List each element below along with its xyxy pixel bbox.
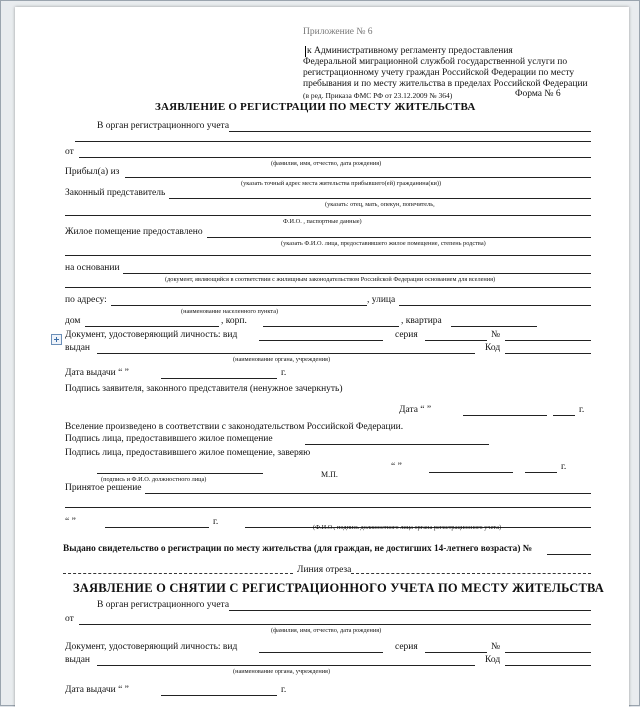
- hint-basis: (документ, являющийся в соответствии с жилищным законодательством Российской Федерации основанием для вселения): [165, 276, 496, 283]
- number-field[interactable]: [505, 340, 591, 341]
- cert-year-field[interactable]: [525, 472, 557, 473]
- hint-official2: (Ф.И.О., подпись должностного лица органа регистрационного учета): [313, 524, 502, 531]
- from-label: от: [65, 147, 74, 157]
- cert-date-field[interactable]: [429, 472, 513, 473]
- certificate-text: Выдано свидетельство о регистрации по месту жительства (для граждан, не достигших 14-летнего возраста) №: [63, 544, 533, 554]
- regulation-line-1: к Административному регламенту предоставления: [307, 46, 513, 56]
- hint-housing: (указать Ф.И.О. лица, предоставившего жилое помещение, степень родства): [281, 240, 486, 247]
- text-cursor: [305, 46, 306, 57]
- code-label: Код: [485, 343, 501, 353]
- s2-from-label: от: [65, 614, 74, 624]
- address-label: по адресу:: [65, 295, 107, 305]
- house-field[interactable]: [85, 326, 219, 327]
- s2-code-field[interactable]: [505, 665, 591, 666]
- street-label: , улица: [367, 295, 396, 305]
- date-year-field[interactable]: [553, 415, 575, 416]
- issue-date-field[interactable]: [161, 378, 277, 379]
- number-label: №: [491, 330, 501, 340]
- flat-field[interactable]: [451, 326, 537, 327]
- decision-label: Принятое решение: [65, 483, 142, 493]
- date-field[interactable]: [463, 415, 547, 416]
- signature-label: Подпись заявителя, законного представителя (ненужное зачеркнуть): [65, 384, 343, 394]
- s2-id-doc-label: Документ, удостоверяющий личность: вид: [65, 642, 238, 652]
- basis-field[interactable]: [123, 273, 591, 274]
- s2-code-label: Код: [485, 655, 501, 665]
- hint-rep-fio: Ф.И.О. , паспортные данные): [283, 218, 362, 225]
- legal-rep-field[interactable]: [169, 198, 591, 199]
- form-number: Форма № 6: [515, 89, 561, 99]
- cut-line-right: [351, 573, 591, 574]
- building-field[interactable]: [263, 326, 399, 327]
- section2-title: ЗАЯВЛЕНИЕ О СНЯТИИ С РЕГИСТРАЦИОННОГО УЧЕТА ПО МЕСТУ ЖИТЕЛЬСТВА: [73, 581, 604, 595]
- decision-year-label: г.: [213, 517, 219, 527]
- sig-provider-label: Подпись лица, предоставившего жилое помещение: [65, 434, 273, 444]
- hint-rep: (указать: отец, мать, опекун, попечитель,: [325, 201, 435, 208]
- basis-field-2[interactable]: [65, 287, 591, 288]
- s2-issue-date-label: Дата выдачи “ ”: [65, 685, 129, 695]
- stamp-label: М.П.: [321, 470, 338, 479]
- appendix-label: Приложение № 6: [303, 27, 373, 37]
- to-authority-field[interactable]: [229, 131, 591, 132]
- sig-provider-cert-label: Подпись лица, предоставившего жилое помещение, заверяю: [65, 448, 311, 458]
- issued-label: выдан: [65, 343, 91, 353]
- street-field[interactable]: [399, 305, 591, 306]
- issue-date-label: Дата выдачи “ ”: [65, 368, 129, 378]
- certificate-number-field[interactable]: [547, 554, 591, 555]
- date-year-label: г.: [579, 405, 585, 415]
- sig-provider-field[interactable]: [305, 444, 489, 445]
- housing-field[interactable]: [207, 237, 591, 238]
- document-page: [15, 7, 629, 707]
- s2-issue-date-field[interactable]: [161, 695, 277, 696]
- s2-to-authority-label: В орган регистрационного учета: [97, 600, 230, 610]
- s2-series-field[interactable]: [425, 652, 487, 653]
- hint-org: (наименование органа, учреждения): [233, 356, 331, 363]
- to-authority-field-2[interactable]: [75, 141, 591, 142]
- s2-number-field[interactable]: [505, 652, 591, 653]
- decision-date-field[interactable]: [105, 527, 209, 528]
- decision-field-2[interactable]: [65, 507, 591, 508]
- housing-label: Жилое помещение предоставлено: [65, 227, 203, 237]
- moved-in-text: Вселение произведено в соответствии с законодательством Российской Федерации.: [65, 422, 404, 432]
- hint-fio: (фамилия, имя, отчество, дата рождения): [271, 160, 382, 167]
- legal-rep-label: Законный представитель: [65, 188, 166, 198]
- hint-address: (указать точный адрес места жительства прибывшего(ей) гражданина(ки)): [241, 180, 442, 187]
- id-doc-label: Документ, удостоверяющий личность: вид: [65, 330, 238, 340]
- s2-year-label: г.: [281, 685, 287, 695]
- decision-field[interactable]: [145, 493, 591, 494]
- to-authority-label: В орган регистрационного учета: [97, 121, 230, 131]
- expand-icon[interactable]: [51, 334, 62, 345]
- regulation-line-3: регистрационному учету граждан Российской Федерации по месту: [303, 68, 575, 78]
- basis-label: на основании: [65, 263, 120, 273]
- locality-field[interactable]: [111, 305, 367, 306]
- hint-locality: (наименование населенного пункта): [181, 308, 279, 315]
- flat-label: , квартира: [401, 316, 442, 326]
- house-label: дом: [65, 316, 81, 326]
- edition-note: (в ред. Приказа ФМС РФ от 23.12.2009 № 364): [303, 91, 453, 100]
- s2-number-label: №: [491, 642, 501, 652]
- series-label: серия: [395, 330, 418, 340]
- decision-date-quotes: “ ”: [65, 517, 76, 527]
- series-field[interactable]: [425, 340, 487, 341]
- cut-line-label: Линия отреза: [297, 565, 352, 575]
- date-label: Дата “ ”: [399, 405, 432, 415]
- official-sig-field[interactable]: [97, 473, 263, 474]
- arrived-from-field[interactable]: [125, 177, 591, 178]
- building-label: , корп.: [221, 316, 247, 326]
- s2-issued-label: выдан: [65, 655, 91, 665]
- hint-official: (подпись и Ф.И.О. должностного лица): [101, 476, 207, 483]
- arrived-from-label: Прибыл(а) из: [65, 167, 120, 177]
- cert-year-label: г.: [561, 462, 567, 472]
- s2-hint-fio: (фамилия, имя, отчество, дата рождения): [271, 627, 382, 634]
- s2-to-authority-field[interactable]: [229, 610, 591, 611]
- issued-field[interactable]: [97, 353, 475, 354]
- cert-date-quotes: “ ”: [391, 462, 402, 472]
- s2-from-field[interactable]: [79, 624, 591, 625]
- from-field[interactable]: [79, 157, 591, 158]
- regulation-line-2: Федеральной миграционной службой государственной услуги по: [303, 57, 568, 67]
- code-field[interactable]: [505, 353, 591, 354]
- id-doc-type-field[interactable]: [259, 340, 383, 341]
- s2-series-label: серия: [395, 642, 418, 652]
- s2-id-doc-type-field[interactable]: [259, 652, 383, 653]
- housing-field-2[interactable]: [65, 255, 591, 256]
- year-label: г.: [281, 368, 287, 378]
- cut-line-left: [63, 573, 293, 574]
- section1-title: ЗАЯВЛЕНИЕ О РЕГИСТРАЦИИ ПО МЕСТУ ЖИТЕЛЬСТВА: [155, 101, 476, 113]
- regulation-line-4: пребывания и по месту жительства в пределах Российской Федерации: [303, 79, 588, 89]
- s2-hint-org: (наименование органа, учреждения): [233, 668, 331, 675]
- s2-issued-field[interactable]: [97, 665, 475, 666]
- legal-rep-field-2[interactable]: [65, 215, 591, 216]
